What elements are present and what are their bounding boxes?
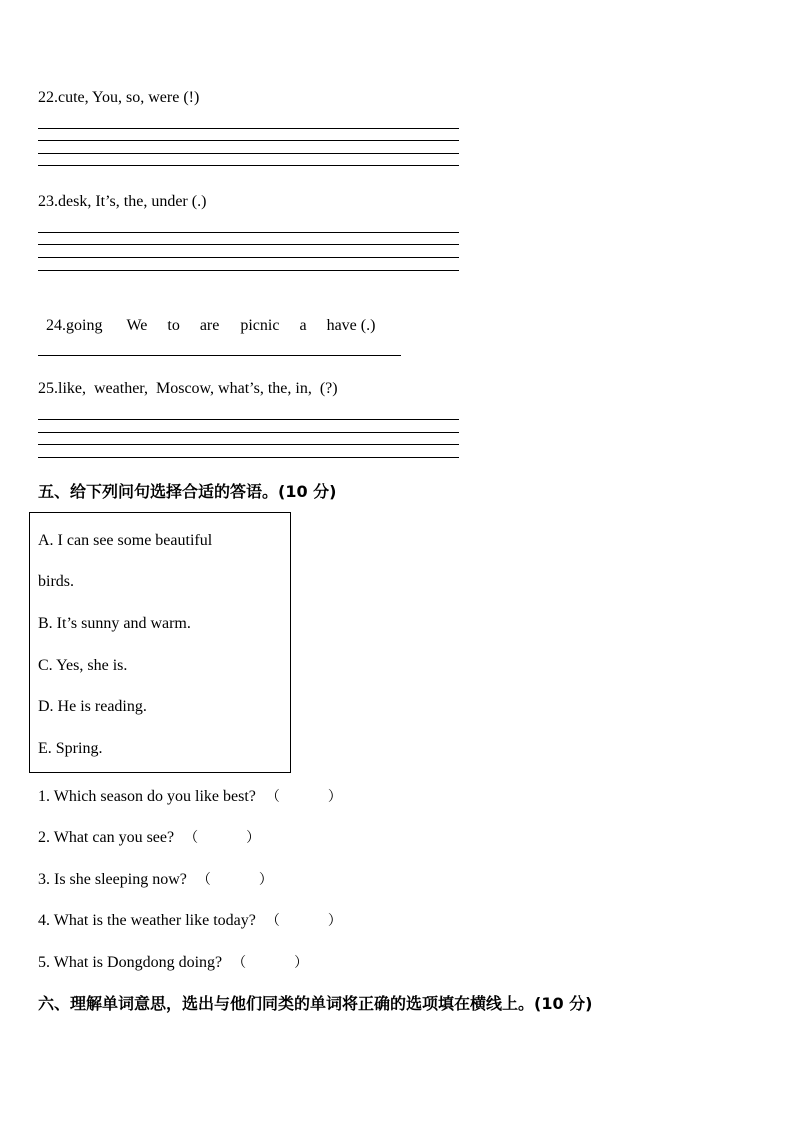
paren-open: （ <box>265 789 280 805</box>
answer-line <box>38 257 459 258</box>
q24-word: going <box>66 317 103 334</box>
paren-close: ） <box>327 913 342 929</box>
q24-word: to <box>167 317 180 334</box>
match-question-text: 4. What is the weather like today? <box>38 912 256 929</box>
paren-open: （ <box>265 913 280 929</box>
option-e: E. Spring. <box>38 740 103 757</box>
q24-word: picnic <box>240 317 280 334</box>
match-question-1 <box>38 787 342 807</box>
answer-line <box>38 128 459 129</box>
paren-close: ） <box>258 872 273 888</box>
question-22: 22.cute, You, so, were (!) <box>38 89 200 106</box>
question-24-number: 24. <box>46 317 66 334</box>
answer-line <box>38 232 459 233</box>
answer-line <box>38 140 459 141</box>
question-25: 25.like, weather, Moscow, what’s, the, in, (?) <box>38 380 338 397</box>
answer-line <box>38 457 459 458</box>
section-6-heading: 六、理解单词意思，选出与他们同类的单词将正确的选项填在横线上。(10 分) <box>38 994 593 1013</box>
match-question-text: 2. What can you see? <box>38 829 175 846</box>
answer-options-box <box>29 512 291 773</box>
answer-line <box>38 153 459 154</box>
match-question-text: 1. Which season do you like best? <box>38 788 256 805</box>
paren-open: （ <box>196 872 211 888</box>
q24-word: are <box>199 317 220 334</box>
option-a-continued: birds. <box>38 573 74 590</box>
paren-close: ） <box>294 955 309 971</box>
answer-line <box>38 432 459 433</box>
answer-line <box>38 419 459 420</box>
paren-open: （ <box>184 830 199 846</box>
q24-word: have (.) <box>326 317 376 334</box>
option-c: C. Yes, she is. <box>38 657 128 674</box>
question-24 <box>38 296 375 336</box>
answer-line <box>38 165 459 166</box>
option-a: A. I can see some beautiful <box>38 532 213 549</box>
q24-word: We <box>126 317 148 334</box>
question-23: 23.desk, It’s, the, under (.) <box>38 193 207 210</box>
paren-close: ） <box>327 789 342 805</box>
q24-word: a <box>299 317 307 334</box>
match-question-5 <box>38 953 308 973</box>
answer-line-24 <box>38 355 401 356</box>
paren-close: ） <box>246 830 261 846</box>
paren-open: （ <box>232 955 247 971</box>
match-question-4 <box>38 911 342 931</box>
section-5-heading: 五、给下列问句选择合适的答语。(10 分) <box>38 482 337 501</box>
match-question-2 <box>38 828 260 848</box>
match-question-3 <box>38 870 273 890</box>
option-d: D. He is reading. <box>38 698 147 715</box>
match-question-text: 5. What is Dongdong doing? <box>38 954 223 971</box>
answer-line <box>38 244 459 245</box>
answer-line <box>38 270 459 271</box>
answer-line <box>38 444 459 445</box>
match-question-text: 3. Is she sleeping now? <box>38 871 187 888</box>
option-b: B. It’s sunny and warm. <box>38 615 191 632</box>
